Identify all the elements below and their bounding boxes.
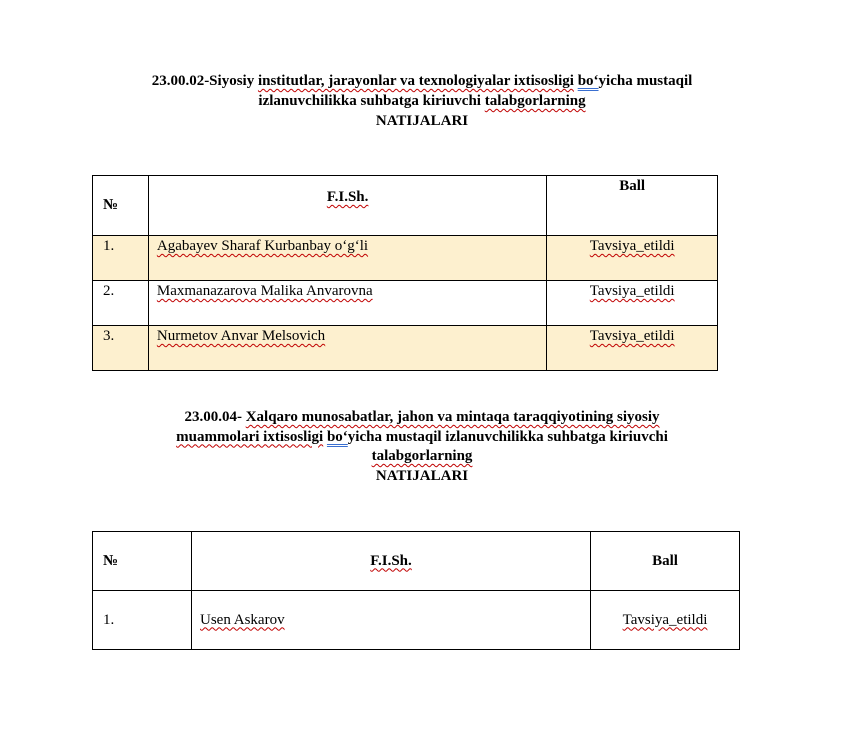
table-row [93,326,718,371]
header-ball: Ball [591,532,740,591]
header-name: F.I.Sh. [192,532,591,591]
table-header-row [93,532,740,591]
row-num: 1. [93,591,192,650]
row-name: Maxmanazarova Malika Anvarovna [148,281,546,326]
section1-results-table [92,175,718,371]
header-num: № [93,532,192,591]
table-row [93,591,740,650]
row-name: Usen Askarov [192,591,591,650]
row-num: 3. [93,326,149,371]
row-ball: Tavsiya_etildi [547,326,718,371]
section1-heading [60,71,784,131]
row-ball: Tavsiya_etildi [547,236,718,281]
section1-title-line1: 23.00.02-Siyosiy institutlar, jarayonlar va texnologiyalar ixtisosligi bo‘yicha mustaqil [151,73,693,89]
section2-title-line1: 23.00.04- Xalqaro munosabatlar, jahon va mintaqa taraqqiyotining siyosiy [184,409,660,425]
section2-heading [110,408,734,486]
section2-title-line3: talabgorlarning [371,448,473,464]
section2-results-table [92,531,740,650]
section1-title-line2: izlanuvchilikka suhbatga kiriuvchi talabgorlarning [258,93,586,109]
row-name: Agabayev Sharaf Kurbanbay o‘g‘li [148,236,546,281]
row-name: Nurmetov Anvar Melsovich [148,326,546,371]
row-num: 2. [93,281,149,326]
header-name: F.I.Sh. [148,176,546,236]
row-ball: Tavsiya_etildi [591,591,740,650]
header-num: № [93,176,149,236]
table-row [93,281,718,326]
table-row [93,236,718,281]
section2-subtitle: NATIJALARI [375,467,469,484]
header-ball: Ball [547,176,718,236]
section1-subtitle: NATIJALARI [375,113,469,129]
row-ball: Tavsiya_etildi [547,281,718,326]
table-header-row [93,176,718,236]
row-num: 1. [93,236,149,281]
section2-title-line2: muammolari ixtisosligi bo‘yicha mustaqil izlanuvchilikka suhbatga kiriuvchi [176,428,668,445]
